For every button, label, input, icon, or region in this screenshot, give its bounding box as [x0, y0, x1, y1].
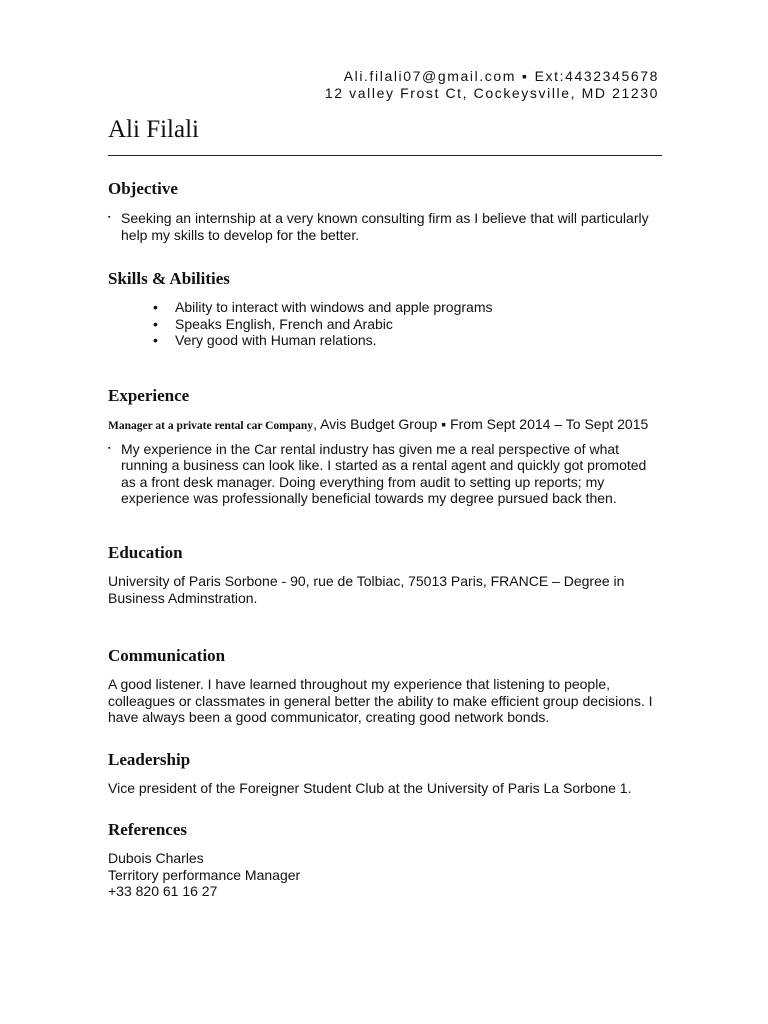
- experience-role: Manager at a private rental car Company: [108, 420, 314, 432]
- email-text: Ali.filali07@gmail.com: [343, 68, 517, 84]
- separator-icon: ▪: [522, 68, 529, 84]
- contact-line-1: [325, 68, 659, 85]
- reference-title: Territory performance Manager: [108, 866, 301, 883]
- experience-details: , Avis Budget Group ▪ From Sept 2014 – To Sept 2015: [313, 416, 649, 432]
- communication-section: [108, 645, 664, 749]
- experience-section: [108, 385, 664, 542]
- contact-block: [325, 68, 659, 102]
- skill-item: • Ability to interact with windows and apple programs: [108, 299, 664, 316]
- skill-item: • Speaks English, French and Arabic: [108, 316, 664, 333]
- candidate-name: Ali Filali: [108, 116, 199, 143]
- references-heading: References: [108, 820, 187, 839]
- reference-name: Dubois Charles: [108, 850, 204, 866]
- communication-heading: Communication: [108, 646, 226, 665]
- education-heading: Education: [108, 543, 183, 562]
- resume-content: [108, 178, 664, 900]
- experience-role-line: [108, 416, 664, 435]
- experience-item: ▪ My experience in the Car rental industry has given me a real perspective of what running a business can look like. I started as a rental agent and quickly got promoted as a front desk manager. Doing everything from audit to setting up reports; my experience was professionally beneficial towards my degree pursued back then.: [108, 441, 664, 507]
- references-section: [108, 819, 664, 900]
- leadership-text: Vice president of the Foreigner Student Club at the University of Paris La Sorbone 1.: [108, 780, 632, 796]
- address-text: 12 valley Frost Ct, Cockeysville, MD 21230: [324, 85, 659, 101]
- communication-text: A good listener. I have learned throughout my experience that listening to people, colleagues or classmates in general better the ability to make efficient group decisions. I have always been a good communicator, creating good network bonds.: [108, 676, 653, 725]
- objective-list: [108, 210, 664, 243]
- objective-section: [108, 178, 664, 268]
- header-divider: [108, 155, 662, 156]
- leadership-section: [108, 749, 664, 819]
- experience-list: [108, 441, 664, 507]
- education-text: University of Paris Sorbone - 90, rue de Tolbiac, 75013 Paris, FRANCE – Degree in Business Adminstration.: [108, 573, 625, 606]
- objective-heading: Objective: [108, 179, 178, 198]
- skills-heading: Skills & Abilities: [108, 269, 230, 288]
- reference-phone: +33 820 61 16 27: [108, 883, 218, 899]
- objective-item: ▪ Seeking an internship at a very known consulting firm as I believe that will particularly help my skills to develop for the better.: [108, 210, 664, 243]
- education-section: [108, 542, 664, 645]
- ext-text: Ext:4432345678: [534, 68, 659, 84]
- skills-list: [108, 299, 664, 349]
- leadership-heading: Leadership: [108, 750, 191, 769]
- experience-heading: Experience: [108, 386, 190, 405]
- skill-item: • Very good with Human relations.: [108, 332, 664, 349]
- skills-section: [108, 268, 664, 385]
